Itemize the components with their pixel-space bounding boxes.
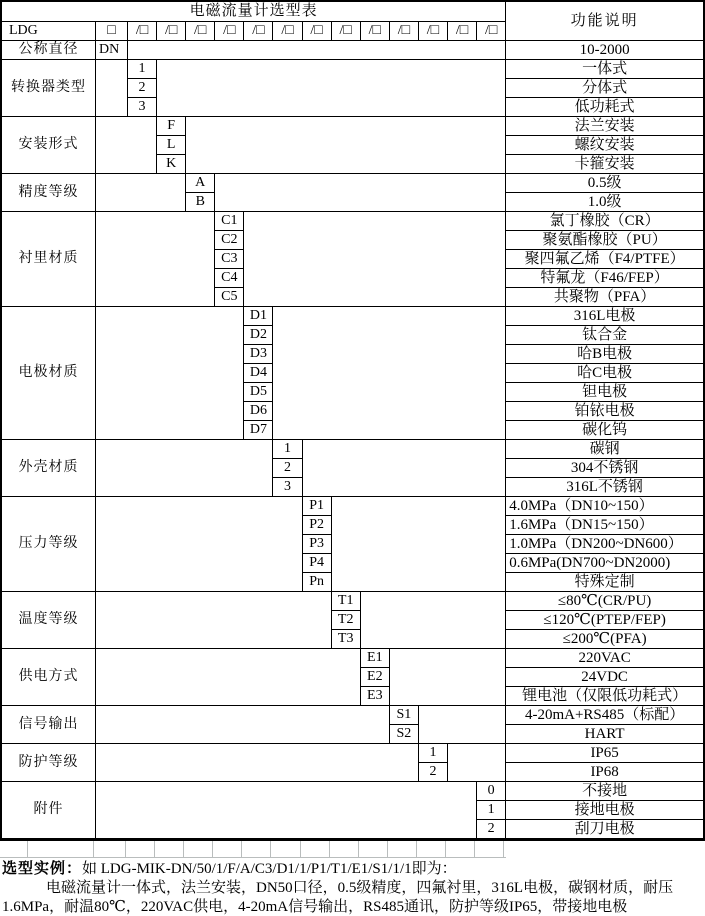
grid-strip [0,841,506,858]
table-title: 电磁流量计选型表 [2,2,506,22]
grid-cell [242,841,271,857]
slot-cell: /□ [477,22,506,41]
desc-cell: 不接地 [506,782,703,801]
empty-span [303,440,507,497]
empty-span [96,117,157,174]
group-label: 电极材质 [2,307,96,440]
desc-cell: 1.0级 [506,193,703,212]
empty-span [96,60,128,117]
code-cell: E1 [361,649,390,668]
group-label: 防护等级 [2,744,96,782]
empty-span [448,744,506,782]
empty-span [96,592,332,649]
slot-cell: /□ [448,22,477,41]
code-cell: D1 [244,307,273,326]
slot-cell: /□ [361,22,390,41]
desc-cell: 1.0MPa（DN200~DN600） [506,535,703,554]
code-cell: 1 [273,440,302,459]
grid-cell [475,841,504,857]
desc-cell: ≤120℃(PTEP/FEP) [506,611,703,630]
desc-cell: 10-2000 [506,41,703,60]
ldg-label: LDG [2,22,96,41]
slot-cell: /□ [273,22,302,41]
code-cell: D5 [244,383,273,402]
desc-cell: 1.6MPa（DN15~150） [506,516,703,535]
group-label: 附件 [2,782,96,839]
desc-cell: 螺纹安装 [506,136,703,155]
code-cell: 2 [273,459,302,478]
code-cell: S2 [390,725,419,744]
grid-cell [271,841,300,857]
code-cell: D3 [244,345,273,364]
example-code: 如 LDG-MIK-DN/50/1/F/A/C3/D1/1/P1/T1/E1/S1/1/1即为： [82,861,457,877]
empty-span [96,440,273,497]
empty-span [215,174,506,212]
desc-cell: 接地电极 [506,801,703,820]
desc-cell: 304不锈钢 [506,459,703,478]
desc-cell: 铂铱电极 [506,402,703,421]
grid-cell [301,841,330,857]
code-cell: T3 [332,630,361,649]
code-cell: K [157,155,186,174]
group-label: 温度等级 [2,592,96,649]
grid-cell [126,841,155,857]
grid-cell [417,841,446,857]
desc-cell: 氯丁橡胶（CR） [506,212,703,231]
desc-cell: 碳化钨 [506,421,703,440]
desc-cell: HART [506,725,703,744]
code-cell: Pn [303,573,332,592]
code-cell: F [157,117,186,136]
example-paragraph: 电磁流量计一体式，法兰安装，DN50口径，0.5级精度，四氟衬里，316L电极，碳钢材质，耐压1.6MPa，耐温80℃，220VAC供电，4-20mA信号输出，RS485通讯，防护等级IP65，带接地电极 [2,880,674,915]
grid-cell [446,841,475,857]
code-cell: 1 [128,60,157,79]
code-cell: L [157,136,186,155]
example-line [2,859,703,879]
desc-cell: 哈C电极 [506,364,703,383]
slot-cell: /□ [215,22,244,41]
desc-cell: 4-20mA+RS485（标配） [506,706,703,725]
desc-cell: IP65 [506,744,703,763]
desc-cell: 一体式 [506,60,703,79]
code-cell: D2 [244,326,273,345]
empty-span [96,497,303,592]
code-cell: D4 [244,364,273,383]
desc-cell: 特殊定制 [506,573,703,592]
code-cell: C1 [215,212,244,231]
desc-cell: 刮刀电极 [506,820,703,839]
example-section [0,858,705,916]
desc-cell: 锂电池（仅限低功耗式） [506,687,703,706]
code-cell: 1 [419,744,448,763]
desc-cell: 316L电极 [506,307,703,326]
code-cell: E2 [361,668,390,687]
empty-span [96,307,244,440]
empty-span [96,174,186,212]
slot-cell: /□ [128,22,157,41]
desc-cell: 4.0MPa（DN10~150） [506,497,703,516]
empty-span [244,212,506,307]
code-cell: 1 [477,801,506,820]
empty-span [96,212,215,307]
code-cell: E3 [361,687,390,706]
desc-cell: 聚氨酯橡胶（PU） [506,231,703,250]
empty-span [390,649,506,706]
code-cell: P4 [303,554,332,573]
group-label: 压力等级 [2,497,96,592]
desc-cell: 哈B电极 [506,345,703,364]
empty-span [96,744,419,782]
group-label: 转换器类型 [2,60,96,117]
desc-cell: 钛合金 [506,326,703,345]
empty-span [332,497,507,592]
empty-span [186,117,506,174]
code-cell: D7 [244,421,273,440]
slot-cell: /□ [332,22,361,41]
code-cell: P2 [303,516,332,535]
example-heading: 选型实例： [2,861,83,877]
desc-cell: ≤200℃(PFA) [506,630,703,649]
group-label: 精度等级 [2,174,96,212]
desc-cell: 法兰安装 [506,117,703,136]
code-cell: P3 [303,535,332,554]
desc-cell: 分体式 [506,79,703,98]
desc-cell: ≤80℃(CR/PU) [506,592,703,611]
slot-cell: /□ [157,22,186,41]
desc-cell: 0.5级 [506,174,703,193]
group-label: 衬里材质 [2,212,96,307]
desc-cell: IP68 [506,763,703,782]
desc-cell: 220VAC [506,649,703,668]
grid-cell [94,841,126,857]
grid-cell [213,841,242,857]
group-label: 供电方式 [2,649,96,706]
code-cell: 2 [419,763,448,782]
code-cell: 2 [128,79,157,98]
code-cell: A [186,174,215,193]
code-cell: P1 [303,497,332,516]
empty-span [419,706,506,744]
slot-cell: /□ [186,22,215,41]
code-cell: B [186,193,215,212]
empty-span [273,307,506,440]
desc-cell: 聚四氟乙烯（F4/PTFE） [506,250,703,269]
desc-cell: 碳钢 [506,440,703,459]
code-cell: C4 [215,269,244,288]
code-cell: 2 [477,820,506,839]
grid-cell [28,841,94,857]
desc-cell: 钽电极 [506,383,703,402]
code-cell: 3 [273,478,302,497]
code-cell: 0 [477,782,506,801]
code-cell: C3 [215,250,244,269]
group-label: 安装形式 [2,117,96,174]
desc-header: 功能说明 [506,2,703,41]
code-cell: T1 [332,592,361,611]
grid-cell [155,841,184,857]
grid-cell [330,841,359,857]
group-label: 外壳材质 [2,440,96,497]
desc-cell: 24VDC [506,668,703,687]
code-cell: C5 [215,288,244,307]
empty-span [96,782,477,839]
first-box-cell: □ [96,22,128,41]
group-label: 公称直径 [2,41,96,60]
desc-cell: 低功耗式 [506,98,703,117]
code-cell: 3 [128,98,157,117]
slot-cell: /□ [303,22,332,41]
empty-span [96,649,361,706]
empty-span [96,706,390,744]
code-cell: D6 [244,402,273,421]
desc-cell: 0.6MPa(DN700~DN2000) [506,554,703,573]
grid-cell [359,841,388,857]
desc-cell: 卡箍安装 [506,155,703,174]
empty-span [361,592,506,649]
code-cell: S1 [390,706,419,725]
slot-cell: /□ [244,22,273,41]
slot-cell: /□ [419,22,448,41]
desc-cell: 共聚物（PFA） [506,288,703,307]
code-cell: DN [96,41,128,60]
grid-cell [0,841,28,857]
group-label: 信号输出 [2,706,96,744]
desc-cell: 特氟龙（F46/FEP） [506,269,703,288]
grid-cell [184,841,213,857]
empty-span [157,60,506,117]
desc-cell: 316L不锈钢 [506,478,703,497]
empty-span [128,41,506,60]
code-cell: C2 [215,231,244,250]
grid-cell [388,841,417,857]
slot-cell: /□ [390,22,419,41]
code-cell: T2 [332,611,361,630]
